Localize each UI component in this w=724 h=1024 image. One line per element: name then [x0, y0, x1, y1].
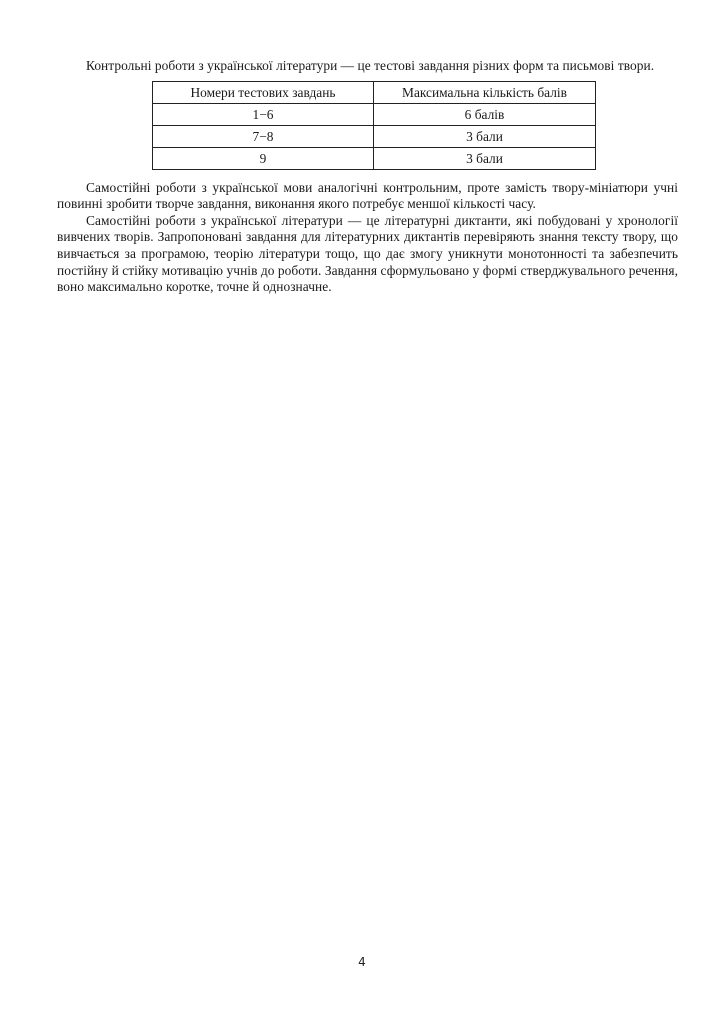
- page-content: [57, 58, 678, 296]
- table-row: [153, 125, 596, 147]
- table-cell-score: 3 бали: [374, 125, 596, 147]
- body-paragraph: Самостійні роботи з української мови аналогічні контрольним, проте замість твору-мініатюри учні повинні зробити творче завдання, виконання якого потребує меншої кількості часу.: [57, 179, 678, 212]
- table-cell-score: 3 бали: [374, 147, 596, 169]
- header-task-numbers: Номери тестових завдань: [153, 81, 374, 103]
- table-header-row: [153, 81, 596, 103]
- table-row: [153, 147, 596, 169]
- table-cell-task-numbers: 7−8: [153, 125, 374, 147]
- score-table: [152, 81, 596, 170]
- body-paragraph: Самостійні роботи з української літератури — це літературні диктанти, які побудовані у хронології вивчених творів. Запропоновані завдання для літературних диктантів перевіряють знання тексту твору, що вивчається за програмою, теорію літератури тощо, що дає змогу уникнути монотонності та забезпечить постійну й стійку мотивацію учнів до роботи. Завдання сформульовано у формі стверджувального речення, воно максимально коротке, точне й однозначне.: [57, 212, 678, 295]
- table-cell-task-numbers: 1−6: [153, 103, 374, 125]
- table-cell-task-numbers: 9: [153, 147, 374, 169]
- intro-paragraph: Контрольні роботи з української літератури — це тестові завдання різних форм та письмові твори.: [86, 58, 655, 73]
- page-number: 4: [358, 955, 366, 969]
- table-cell-score: 6 балів: [374, 103, 596, 125]
- header-max-score: Максимальна кількість балів: [374, 81, 596, 103]
- table-row: [153, 103, 596, 125]
